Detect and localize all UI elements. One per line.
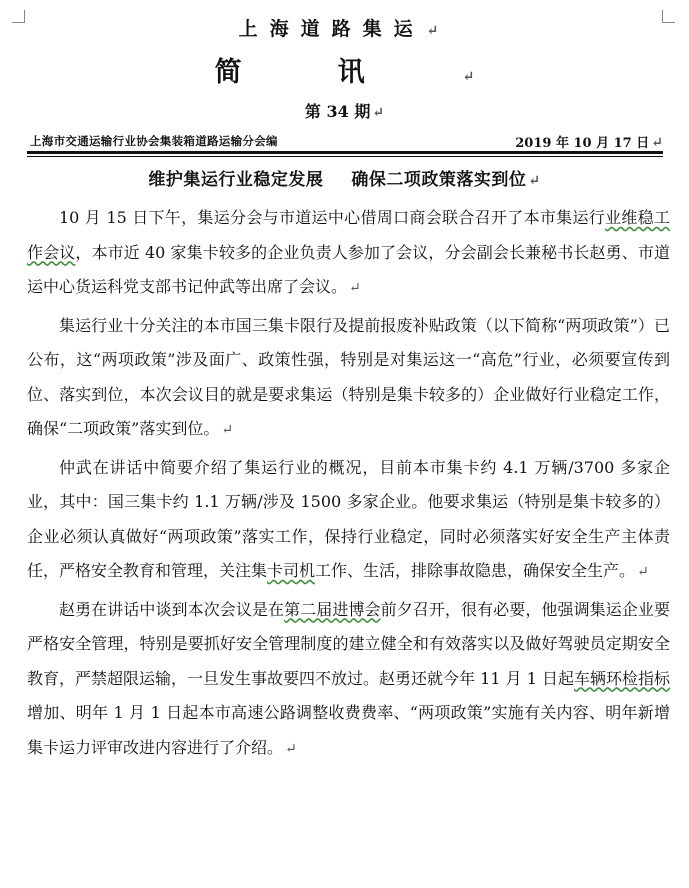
paragraph-mark-icon: ↵ — [528, 173, 541, 189]
paragraph-1: 10 月 15 日下午，集运分会与市道运中心借周口商会联合召开了本市集运行业维稳工作会议，本市近 40 家集卡较多的企业负责人参加了会议，分会副会长兼秘书长赵勇、市道运中心货运科党支部书记仲武等出席了会议。 ↵ — [27, 208, 670, 296]
spellcheck-flag: 车辆环检指标 — [573, 668, 670, 688]
article-headline: 维护集运行业稳定发展 确保二项政策落实到位 ↵ — [148, 170, 541, 190]
header-rule-thick — [27, 151, 663, 154]
paragraph-mark-icon: ↵ — [426, 23, 451, 39]
spellcheck-flag: 卡司机 — [267, 561, 316, 580]
paragraph-4: 赵勇在讲话中谈到本次会议是在第二届进博会前夕召开，很有必要，他强调集运企业要严格安全管理，特别是要抓好安全管理制度的建立健全和有效落实以及做好驾驶员定期安全教育，严禁超限运输，一旦发生事故要四不放过。赵勇还就今年 11 月 1 日起车辆环检指标增加、明年 1 月 1 日起本市高速公路调整收费费率、“两项政策”实施有关内容、明年新增集卡运力评审改进内容进行了介绍。 ↵ — [27, 599, 670, 757]
paragraph-mark-icon: ↵ — [285, 740, 297, 757]
newsletter-title-line1: 上海道路集运 ↵ — [238, 18, 451, 40]
editor-organization: 上海市交通运输行业协会集装箱道路运输分会编 — [30, 134, 278, 148]
issue-number: 第 34 期 ↵ — [304, 102, 385, 121]
publish-date: 2019 年 10 月 17 日 ↵ — [515, 135, 663, 151]
newsletter-title-line2: 简讯 ↵ — [214, 57, 571, 88]
paragraph-mark-icon: ↵ — [349, 280, 361, 296]
paragraph-mark-icon: ↵ — [372, 105, 385, 121]
header-rule-thin — [27, 156, 663, 157]
paragraph-3: 仲武在讲话中简要介绍了集运行业的概况，目前本市集卡约 4.1 万辆/3700 多家企业，其中：国三集卡约 1.1 万辆/涉及 1500 多家企业。他要求集运（特别是集卡较多的）企业必须认真做好“两项政策”落实工作，保持行业稳定，同时必须落实好安全生产主体责任，严格安全教育和管理，关注集卡司机工作、生活，排除事故隐患，确保安全生产。 ↵ — [27, 457, 670, 580]
spellcheck-flag: 业维稳工作会议 — [27, 208, 670, 262]
article-body — [27, 201, 670, 769]
paragraph-mark-icon: ↵ — [637, 564, 649, 580]
paragraph-mark-icon: ↵ — [462, 69, 571, 85]
spellcheck-flag: 第二届进博会 — [284, 599, 381, 619]
paragraph-mark-icon: ↵ — [221, 422, 234, 438]
paragraph-mark-icon: ↵ — [651, 135, 663, 151]
paragraph-2: 集运行业十分关注的本市国三集卡限行及提前报废补贴政策（以下简称“两项政策”）已公布，这“两项政策”涉及面广、政策性强，特别是对集运这一“高危”行业，必须要宣传到位、落实到位，本次会议目的就是要求集运（特别是集卡较多的）企业做好行业稳定工作，确保“二项政策”落实到位。 ↵ — [27, 315, 670, 438]
